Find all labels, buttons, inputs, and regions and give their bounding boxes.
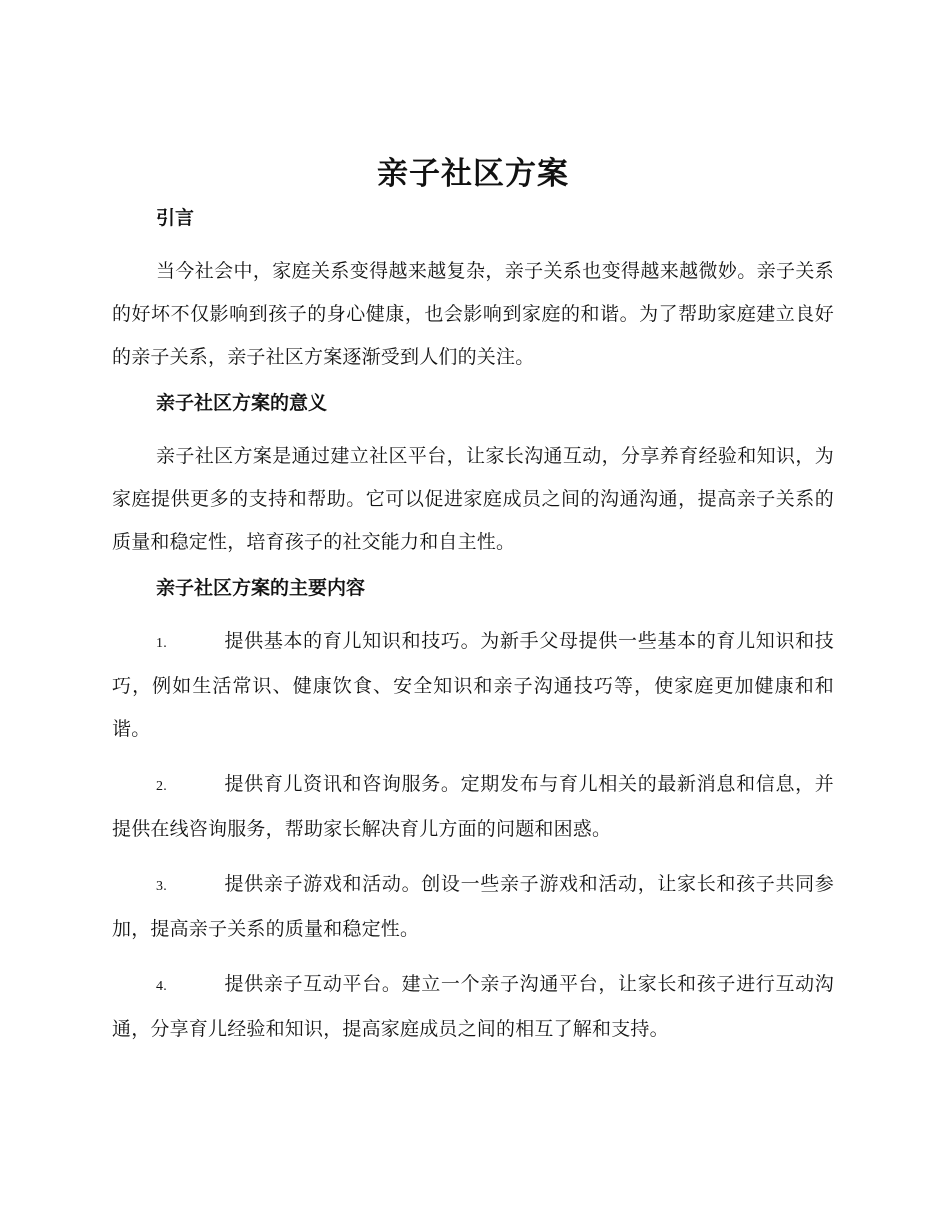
list-item-number: 1. — [156, 636, 167, 651]
list-item-number: 4. — [156, 979, 167, 994]
document-title: 亲子社区方案 — [377, 156, 569, 192]
list-item-number: 2. — [156, 779, 167, 794]
intro-paragraph: 当今社会中，家庭关系变得越来越复杂，亲子关系也变得越来越微妙。亲子关系的好坏不仅影响到孩子的身心健康，也会影响到家庭的和谐。为了帮助家庭建立良好的亲子关系，亲子社区方案逐渐受到人们的关注。 — [112, 260, 834, 368]
spacer — [112, 751, 834, 763]
list-item-text: 提供育儿资讯和咨询服务。定期发布与育儿相关的最新消息和信息，并提供在线咨询服务，帮助家长解决育儿方面的问题和困惑。 — [112, 773, 834, 840]
list-item — [112, 963, 834, 1051]
list-item — [112, 863, 834, 951]
content-heading: 亲子社区方案的主要内容 — [156, 577, 366, 599]
list-item-text: 提供亲子游戏和活动。创设一些亲子游戏和活动，让家长和孩子共同参加，提高亲子关系的质量和稳定性。 — [112, 873, 834, 940]
list-item — [112, 763, 834, 851]
meaning-paragraph: 亲子社区方案是通过建立社区平台，让家长沟通互动，分享养育经验和知识，为家庭提供更多的支持和帮助。它可以促进家庭成员之间的沟通沟通，提高亲子关系的质量和稳定性，培育孩子的社交能力和自主性。 — [112, 445, 834, 553]
list-item-number: 3. — [156, 879, 167, 894]
list-item — [112, 620, 834, 751]
list-item-text: 提供基本的育儿知识和技巧。为新手父母提供一些基本的育儿知识和技巧，例如生活常识、健康饮食、安全知识和亲子沟通技巧等，使家庭更加健康和和谐。 — [112, 630, 834, 740]
spacer — [112, 564, 834, 576]
spacer — [112, 600, 834, 620]
spacer — [112, 379, 834, 391]
spacer — [112, 415, 834, 435]
document-page — [112, 150, 834, 1051]
spacer — [112, 230, 834, 250]
spacer — [112, 198, 834, 206]
meaning-heading: 亲子社区方案的意义 — [156, 392, 328, 414]
spacer — [112, 951, 834, 963]
intro-heading: 引言 — [156, 207, 195, 229]
spacer — [112, 851, 834, 863]
list-item-text: 提供亲子互动平台。建立一个亲子沟通平台，让家长和孩子进行互动沟通，分享育儿经验和知识，提高家庭成员之间的相互了解和支持。 — [112, 973, 834, 1040]
